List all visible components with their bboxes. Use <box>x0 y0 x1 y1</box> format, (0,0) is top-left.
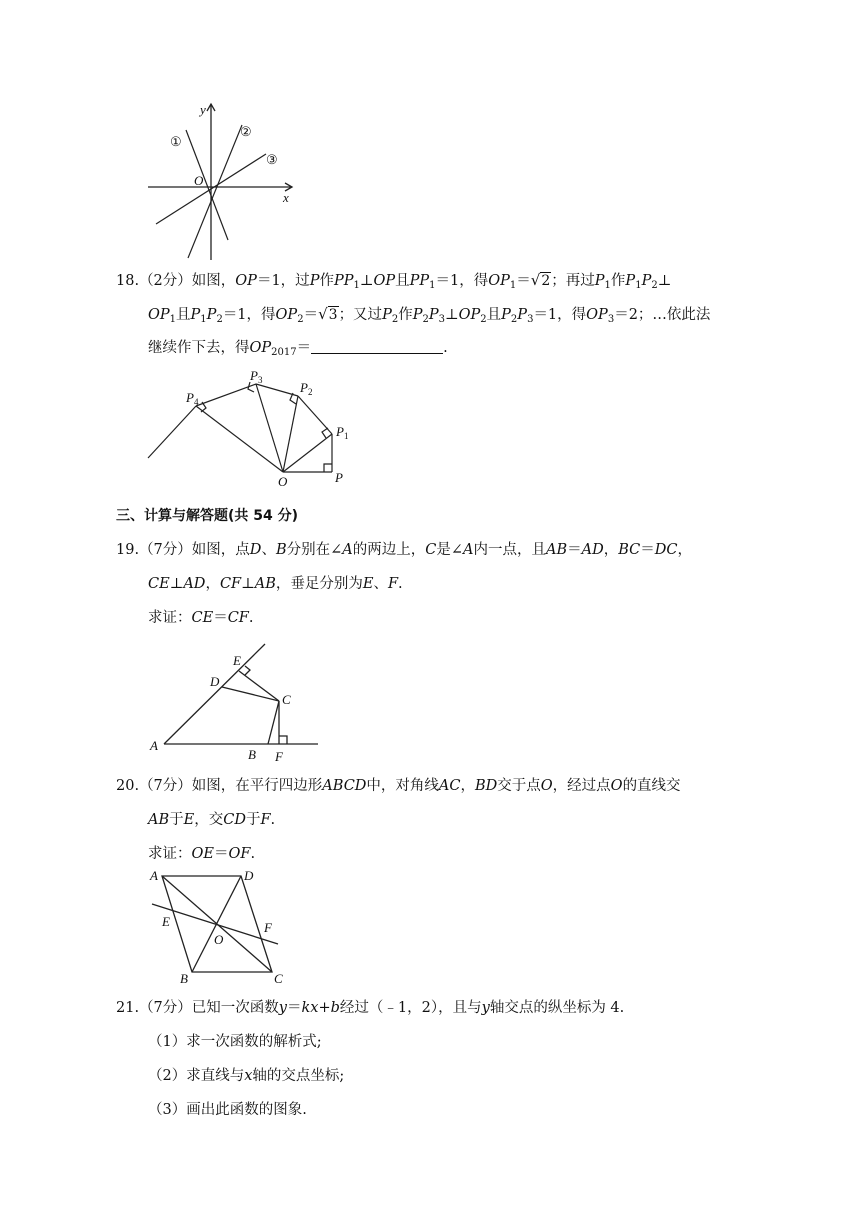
segment-P3P4 <box>193 384 256 407</box>
q20-text: 中，对角线 <box>366 778 439 794</box>
figure-20-parallelogram <box>146 866 292 988</box>
q18-text: ⊥ <box>444 307 459 323</box>
q18-sub: 1 <box>509 280 517 291</box>
q18-text: OP <box>488 273 510 289</box>
label-sub: 4 <box>193 397 199 407</box>
line-label-3: ③ <box>266 152 278 167</box>
q18-text: ＝1，得 <box>222 307 276 323</box>
q20-text: ，交 <box>194 812 224 828</box>
q19-text: ＝ <box>640 542 655 558</box>
q18-text: ；又过 <box>338 307 383 323</box>
q18-sub: 2 <box>391 314 399 325</box>
q21-text: y <box>278 1000 287 1016</box>
q19-text: 求证： <box>148 610 192 626</box>
q20-text: 交于点 <box>497 778 541 794</box>
q20-text: 求证： <box>148 846 192 862</box>
q19-text: 、 <box>261 542 276 558</box>
q18-text: ＝ <box>303 307 319 323</box>
label-P4 <box>185 390 199 407</box>
q19-text: F <box>387 576 399 592</box>
label-F: F <box>264 920 272 935</box>
right-angle-mark <box>322 428 328 438</box>
q21-text: + <box>318 1000 331 1016</box>
label-O: O <box>214 932 224 947</box>
q19-text: C <box>425 542 437 558</box>
q18-text: OP <box>373 273 396 289</box>
q19-score: （7分） <box>139 542 192 558</box>
q20-text: AC <box>438 778 461 794</box>
q18-sub: 1 <box>353 280 360 291</box>
q18-text: . <box>443 340 448 356</box>
line-label-2: ② <box>240 124 252 139</box>
q18-text: 作 <box>398 307 413 323</box>
q19-text: AD <box>581 542 604 558</box>
q18-text: PP <box>409 273 430 289</box>
q20-text: ， <box>460 778 475 794</box>
q18-sub: 1 <box>635 280 642 291</box>
q18-sub: 2 <box>216 314 223 325</box>
q19-text: ， <box>677 542 692 558</box>
q19-text: ⊥ <box>169 576 184 592</box>
q19-text: CF <box>219 576 242 592</box>
q18-sub: 3 <box>438 314 445 325</box>
q18-text: ＝2；…依此法 <box>614 307 711 323</box>
q21-line-1 <box>116 998 624 1018</box>
q18-line-3 <box>148 338 448 358</box>
q20-line-1 <box>116 776 681 796</box>
q21-sub-3: （3）画出此函数的图象. <box>148 1102 307 1118</box>
q19-text: ，垂足分别为 <box>275 576 363 592</box>
q18-text: 且 <box>176 307 191 323</box>
q18-text: ＝1，得 <box>533 307 587 323</box>
q19-text: CE <box>191 610 214 626</box>
x-axis-label: x <box>283 190 289 205</box>
q21-score: （7分） <box>139 1000 192 1016</box>
label-D: D <box>210 674 220 689</box>
q20-text: 的直线交 <box>622 778 681 794</box>
label-C: C <box>282 692 291 707</box>
q18-text: OP <box>235 273 257 289</box>
q20-text: ，经过点 <box>552 778 611 794</box>
q18-text: OP <box>148 307 170 323</box>
q18-text: ＝ <box>296 340 312 356</box>
label-E: E <box>162 914 170 929</box>
q19-text: 是∠ <box>436 542 463 558</box>
q20-text: O <box>540 778 553 794</box>
q19-text: 如图，点 <box>191 542 250 558</box>
label-D: D <box>244 868 254 883</box>
q19-text: ， <box>205 576 220 592</box>
label-text: P <box>250 368 258 383</box>
q20-text: AB <box>148 812 170 828</box>
q19-text: DC <box>654 542 678 558</box>
q20-prove <box>148 844 255 864</box>
label-sub: 3 <box>257 375 263 385</box>
q18-sub: 1 <box>169 314 177 325</box>
origin-label: O <box>194 173 204 188</box>
label-F: F <box>275 749 283 764</box>
right-angle-mark <box>279 736 287 744</box>
q19-text: 的两边上， <box>352 542 426 558</box>
q18-text: ＝1，过 <box>256 273 310 289</box>
q21-text: 轴的交点坐标; <box>252 1068 345 1084</box>
q19-text: . <box>398 576 403 592</box>
q19-text: ， <box>603 542 619 558</box>
q18-number: 18. <box>116 273 140 289</box>
q18-text: P <box>206 307 217 323</box>
line-2 <box>188 125 242 258</box>
label-text: P <box>336 424 344 439</box>
q18-text: PP <box>333 273 354 289</box>
q18-text: ＝ <box>516 273 531 289</box>
q18-text: P <box>309 273 320 289</box>
q18-sub: 2 <box>510 314 518 325</box>
label-P1 <box>335 424 348 441</box>
label-P: P <box>335 470 343 485</box>
figure-19-angle <box>146 640 324 766</box>
q19-text: AB <box>545 542 568 558</box>
section-heading: 三、计算与解答题(共 54 分) <box>116 508 299 524</box>
segment-OP2 <box>283 396 298 472</box>
q21-text: b <box>330 1000 340 1016</box>
q19-text: D <box>249 542 262 558</box>
q20-text: ＝ <box>213 846 229 862</box>
q18-text: OP <box>586 307 608 323</box>
sqrt-radicand: 3 <box>328 307 338 323</box>
q19-line-1 <box>116 540 692 560</box>
label-O: O <box>278 474 288 489</box>
q20-number: 20. <box>116 778 140 794</box>
q21-text: 轴交点的纵坐标为 4. <box>489 1000 625 1016</box>
q19-text: CE <box>148 576 170 592</box>
segment-BC <box>268 701 279 744</box>
right-angle-mark <box>245 666 250 675</box>
q18-text: P <box>428 307 439 323</box>
q20-text: . <box>250 846 256 862</box>
q20-text: 于 <box>245 812 261 828</box>
q19-text: CF <box>227 610 249 626</box>
sqrt-radicand: 2 <box>541 273 551 289</box>
q19-text: ＝ <box>567 542 582 558</box>
q18-text: P <box>594 273 605 289</box>
q18-sub: 2 <box>422 314 429 325</box>
q19-text: BC <box>618 542 641 558</box>
q18-text: ⊥ <box>657 273 672 289</box>
y-axis-label: y <box>200 102 206 117</box>
q21-text: x <box>244 1068 253 1084</box>
q20-score: （7分） <box>139 778 192 794</box>
right-angle-mark <box>324 464 332 472</box>
q19-text: 分别在∠ <box>286 542 343 558</box>
label-B: B <box>248 747 256 762</box>
line-1 <box>186 130 228 240</box>
q18-text: ；再过 <box>551 273 595 289</box>
q21-text: 经过（﹣1，2），且与 <box>339 1000 482 1016</box>
label-B: B <box>180 971 188 986</box>
segment-OP3 <box>256 384 283 472</box>
q19-text: B <box>275 542 287 558</box>
q20-line-2 <box>148 810 275 830</box>
label-P2 <box>299 380 312 397</box>
q18-text: P <box>190 307 201 323</box>
label-A: A <box>150 738 158 753</box>
q18-text: 作 <box>610 273 626 289</box>
label-text: P <box>186 390 194 405</box>
q20-text: 于 <box>169 812 184 828</box>
label-P3 <box>249 368 263 385</box>
label-A: A <box>150 868 158 883</box>
q18-text: 继续作下去，得 <box>148 340 250 356</box>
q21-text: ＝ <box>287 1000 302 1016</box>
q19-text: 、 <box>373 576 388 592</box>
q18-sub: 2 <box>297 314 304 325</box>
q18-text: 且 <box>486 307 502 323</box>
q19-text: AD <box>183 576 206 592</box>
segment-P4-tail <box>148 406 196 458</box>
figure-17-axes <box>146 100 296 262</box>
q18-line-1 <box>116 270 671 291</box>
q18-text: 且 <box>395 273 410 289</box>
label-sub: 1 <box>343 431 349 441</box>
q18-sub: 2 <box>651 280 658 291</box>
q18-line-2 <box>148 304 710 325</box>
answer-blank[interactable] <box>311 339 443 354</box>
q18-sub: 1 <box>604 280 611 291</box>
line-label-1: ① <box>170 134 182 149</box>
q19-text: A <box>463 542 474 558</box>
figure-18-spiral <box>146 366 366 490</box>
sqrt-2: √2 <box>530 271 551 289</box>
q19-text: ＝ <box>213 610 228 626</box>
q18-text: OP <box>249 340 272 356</box>
q20-text: BD <box>475 778 498 794</box>
q18-text: P <box>412 307 423 323</box>
q18-text: 作 <box>319 273 334 289</box>
label-sub: 2 <box>307 387 313 397</box>
q20-text: F <box>260 812 271 828</box>
q21-text: 已知一次函数 <box>191 1000 279 1016</box>
q20-text: . <box>270 812 276 828</box>
q21-text: （2）求直线与 <box>148 1068 245 1084</box>
q18-sub: 2017 <box>271 347 297 358</box>
q18-sub: 1 <box>200 314 207 325</box>
label-text: P <box>300 380 308 395</box>
q18-text: ⊥ <box>359 273 374 289</box>
q19-text: AB <box>254 576 276 592</box>
segment-OP1 <box>283 434 332 472</box>
q19-text: 内一点，且 <box>473 542 546 558</box>
q19-prove <box>148 608 253 628</box>
q19-number: 19. <box>116 542 140 558</box>
q18-text: OP <box>458 307 481 323</box>
q20-text: CD <box>223 812 246 828</box>
q18-text: OP <box>275 307 298 323</box>
q18-score: （2分） <box>139 273 192 289</box>
q18-text: 如图， <box>191 273 236 289</box>
q21-sub-2 <box>148 1066 344 1086</box>
sqrt-3: √3 <box>318 305 338 323</box>
q18-sub: 2 <box>480 314 487 325</box>
q18-sub: 1 <box>429 280 436 291</box>
label-E: E <box>233 653 241 668</box>
q20-text: 如图，在平行四边形 <box>191 778 323 794</box>
q20-text: E <box>183 812 195 828</box>
segment-OP4 <box>196 406 283 472</box>
q18-text: P <box>641 273 652 289</box>
q18-text: P <box>501 307 511 323</box>
q20-text: OE <box>191 846 214 862</box>
q21-sub-1: （1）求一次函数的解析式; <box>148 1034 322 1050</box>
q19-text: A <box>342 542 353 558</box>
q18-text: P <box>625 273 636 289</box>
right-angle-mark <box>248 382 254 392</box>
q18-text: P <box>382 307 392 323</box>
q18-sub: 3 <box>527 314 534 325</box>
q18-text: ＝1，得 <box>435 273 489 289</box>
q19-text: ⊥ <box>241 576 255 592</box>
q20-text: OF <box>228 846 251 862</box>
q19-text: E <box>362 576 374 592</box>
q20-text: O <box>610 778 623 794</box>
q21-number: 21. <box>116 1000 140 1016</box>
q19-text: . <box>248 610 254 626</box>
q21-text: kx <box>301 1000 319 1016</box>
q19-line-2 <box>148 574 403 594</box>
q20-text: ABCD <box>322 778 367 794</box>
q21-text: y <box>481 1000 490 1016</box>
segment-P2P3 <box>256 384 298 396</box>
label-C: C <box>274 971 283 986</box>
q18-sub: 3 <box>607 314 615 325</box>
q18-text: P <box>517 307 528 323</box>
